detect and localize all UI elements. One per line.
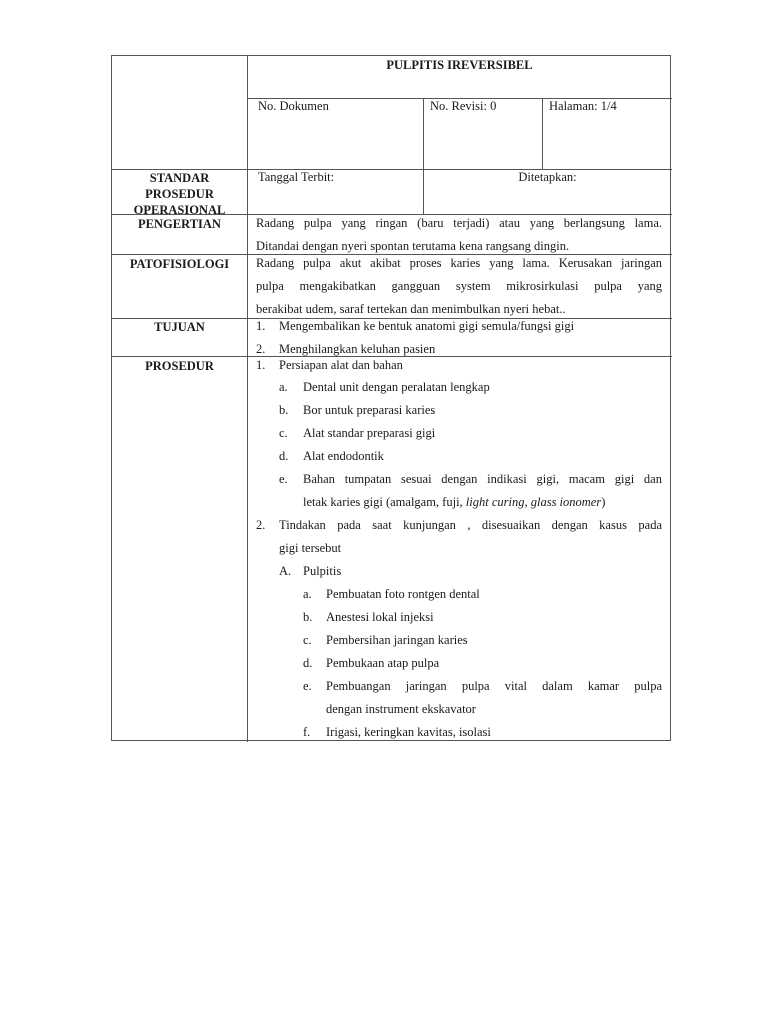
sub-heading-text: Pulpitis	[303, 564, 342, 578]
list-item-num: a.	[279, 380, 288, 394]
list-item-continuation: dengan instrument ekskavator	[326, 702, 476, 716]
tujuan-item-text: Menghilangkan keluhan pasien	[279, 342, 436, 356]
list-item-num: b.	[279, 403, 289, 417]
text-segment: letak karies gigi (amalgam, fuji,	[303, 495, 466, 509]
italic-term: light curing	[465, 495, 525, 509]
patofisiologi-label: PATOFISIOLOGI	[129, 257, 230, 271]
list-item-text: Alat standar preparasi gigi	[303, 426, 436, 440]
pengertian-line: Radang pulpa yang ringan (baru terjadi) atau yang berlangsung lama.	[256, 216, 662, 230]
document-title: PULPITIS IREVERSIBEL	[386, 58, 533, 72]
list-item-num: a.	[303, 587, 312, 601]
patofisiologi-line: Radang pulpa akut akibat proses karies yang lama. Kerusakan jaringan	[256, 256, 662, 270]
sub-heading-num: A.	[279, 564, 292, 578]
tujuan-item-num: 2.	[256, 342, 266, 356]
text-segment: )	[601, 495, 606, 509]
tujuan-item-num: 1.	[256, 319, 266, 333]
no-dokumen-label: No. Dokumen	[258, 99, 329, 113]
list-item-text: Irigasi, keringkan kavitas, isolasi	[326, 725, 491, 739]
patofisiologi-line: pulpa mengakibatkan gangguan system mikrosirkulasi pulpa yang	[256, 279, 662, 293]
italic-term: glass ionomer	[530, 495, 602, 509]
patofisiologi-line: berakibat udem, saraf tertekan dan menimbulkan nyeri hebat..	[256, 302, 566, 316]
list-item-num: d.	[303, 656, 313, 670]
sop-label-line: PROSEDUR	[145, 187, 214, 201]
pengertian-label: PENGERTIAN	[138, 217, 221, 231]
sop-table	[111, 55, 671, 741]
tujuan-label: TUJUAN	[154, 320, 205, 334]
pengertian-line: Ditandai dengan nyeri spontan terutama kena rangsang dingin.	[256, 239, 570, 253]
tujuan-item-text: Mengembalikan ke bentuk anatomi gigi semula/fungsi gigi	[279, 319, 575, 333]
list-item-text: Anestesi lokal injeksi	[326, 610, 434, 624]
prosedur-step-num: 1.	[256, 358, 266, 372]
list-item-num: b.	[303, 610, 313, 624]
list-item-text: Alat endodontik	[303, 449, 384, 463]
list-item-text: Pembukaan atap pulpa	[326, 656, 440, 670]
header-divider	[542, 98, 543, 169]
list-item-text: Pembuatan foto rontgen dental	[326, 587, 480, 601]
sop-label	[112, 170, 247, 218]
list-item-num: c.	[279, 426, 288, 440]
list-item-num: e.	[303, 679, 312, 693]
prosedur-step-num: 2.	[256, 518, 266, 532]
list-item-text: Bahan tumpatan sesuai dengan indikasi gigi, macam gigi dan	[303, 472, 662, 486]
prosedur-label: PROSEDUR	[145, 359, 214, 373]
prosedur-step-text: Persiapan alat dan bahan	[279, 358, 403, 372]
list-item-num: e.	[279, 472, 288, 486]
sop-label-line: STANDAR	[149, 171, 210, 185]
list-item-text: Dental unit dengan peralatan lengkap	[303, 380, 490, 394]
no-revisi-label: No. Revisi: 0	[430, 99, 497, 113]
list-item-continuation	[303, 491, 605, 514]
halaman-label: Halaman: 1/4	[549, 99, 617, 113]
list-item-text: Pembuangan jaringan pulpa vital dalam kamar pulpa	[326, 679, 662, 693]
list-item-num: d.	[279, 449, 289, 463]
tanggal-terbit-label: Tanggal Terbit:	[258, 170, 335, 184]
list-item-num: c.	[303, 633, 312, 647]
prosedur-step-continuation: gigi tersebut	[279, 541, 342, 555]
sop-label-line: OPERASIONAL	[133, 203, 226, 217]
list-item-text: Bor untuk preparasi karies	[303, 403, 436, 417]
ditetapkan-label: Ditetapkan:	[518, 170, 577, 184]
prosedur-step-text: Tindakan pada saat kunjungan , disesuaikan dengan kasus pada	[279, 518, 662, 532]
list-item-text: Pembersihan jaringan karies	[326, 633, 468, 647]
text-segment: ,	[524, 495, 531, 509]
header-divider	[423, 98, 424, 214]
list-item-num: f.	[303, 725, 311, 739]
column-divider	[247, 56, 248, 742]
